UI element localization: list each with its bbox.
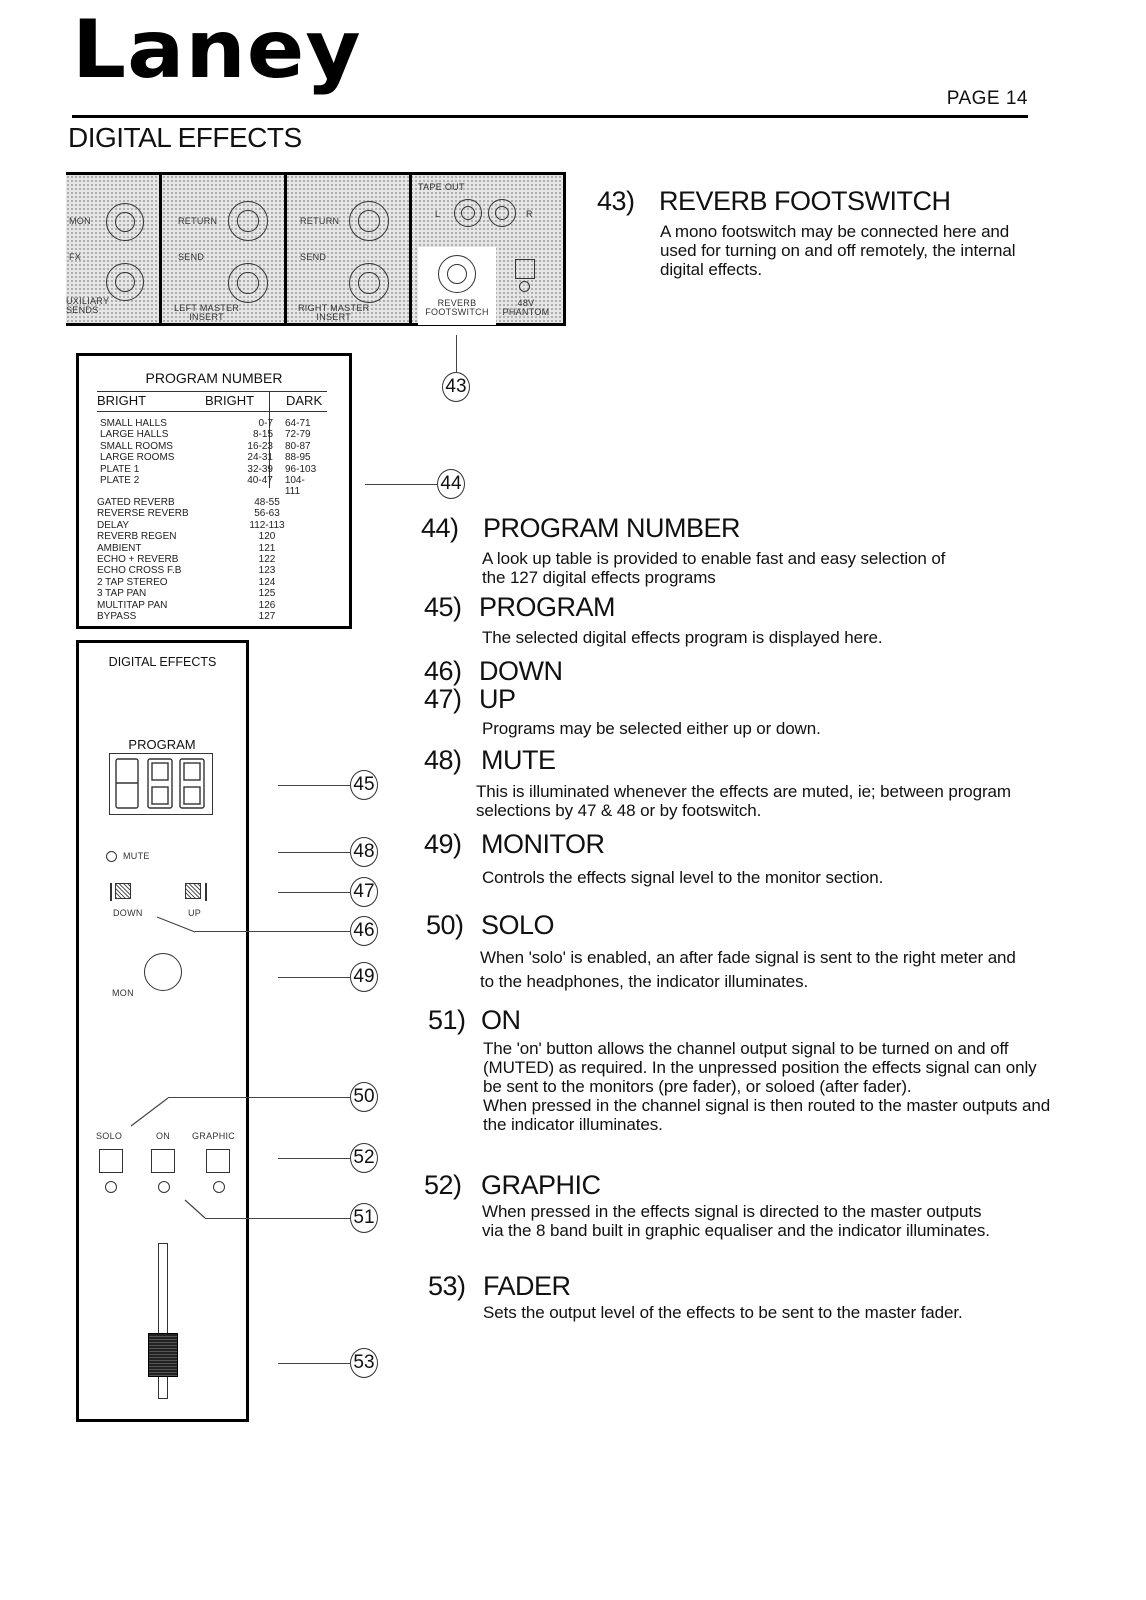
row-bright: 40-47: [247, 475, 273, 487]
table-row: [97, 577, 317, 588]
row-value: 124: [258, 576, 276, 588]
item-title-program: PROGRAM: [479, 592, 616, 622]
label-fx: FX: [69, 252, 82, 262]
col-header-dark: DARK: [286, 393, 323, 408]
item-text-on: The 'on' button allows the channel output signal to be turned on and off (MUTED) as required. In the unpressed position the effects signal can only be sent to the monitors (pre fader), or soloed (after fader). When pressed in the channel signal is then routed to the master outputs and the indicator illuminates.: [483, 1039, 1051, 1134]
right-send-jack[interactable]: [349, 263, 389, 303]
row-value: 125: [258, 588, 276, 600]
on-label: ON: [156, 1131, 171, 1141]
item-number-49: 49): [424, 829, 462, 859]
solo-button[interactable]: [99, 1149, 123, 1173]
rear-panel-diagram: [66, 172, 566, 326]
callout-53: 53: [350, 1348, 378, 1378]
fx-send-jack[interactable]: [106, 263, 144, 301]
table-row: [100, 452, 320, 463]
row-name: BYPASS: [97, 611, 137, 623]
table-row: [97, 508, 317, 519]
panel-divider: [409, 175, 412, 323]
table-row: [97, 588, 317, 599]
mon-label: MON: [112, 988, 134, 998]
brand-logo: Laney: [72, 3, 362, 96]
graphic-led: [213, 1181, 225, 1193]
item-number-43: 43): [597, 186, 635, 216]
label-right-master-insert: RIGHT MASTER INSERT: [298, 303, 370, 323]
label-send-left: SEND: [178, 252, 205, 262]
row-dark: 80-87: [285, 440, 311, 452]
seven-segment-digits: [110, 754, 211, 813]
leader-52: [278, 1158, 350, 1159]
item-title-mute: MUTE: [481, 745, 556, 775]
program-display: [109, 753, 213, 815]
row-name: 2 TAP STEREO: [97, 576, 168, 588]
row-name: PLATE 1: [100, 463, 140, 475]
label-send-right: SEND: [300, 252, 327, 262]
on-button[interactable]: [151, 1149, 175, 1173]
row-name: MULTITAP PAN: [97, 599, 168, 611]
mon-send-jack[interactable]: [106, 203, 144, 241]
label-48v-phantom: 48V PHANTOM: [502, 298, 550, 318]
left-send-jack[interactable]: [228, 263, 268, 303]
tape-out-left-jack[interactable]: [454, 199, 482, 227]
row-value: 126: [258, 599, 276, 611]
item-text-fader: Sets the output level of the effects to be sent to the master fader.: [483, 1303, 963, 1322]
panel-divider: [284, 175, 287, 323]
row-bright: 16-23: [247, 440, 273, 452]
callout-47: 47: [350, 877, 378, 907]
row-dark: 72-79: [285, 429, 311, 441]
up-arrow-icon: [205, 883, 207, 901]
solo-label: SOLO: [96, 1131, 123, 1141]
row-name: SMALL HALLS: [100, 418, 167, 429]
callout-43: 43: [442, 372, 470, 402]
label-left-master-insert: LEFT MASTER INSERT: [174, 303, 240, 323]
down-button[interactable]: [115, 883, 131, 899]
digital-effects-panel: [76, 640, 249, 1422]
row-value: 48-55: [254, 497, 280, 508]
row-value: 120: [258, 531, 276, 543]
on-led: [158, 1181, 170, 1193]
table-rule: [97, 411, 327, 412]
item-number-45: 45): [424, 592, 462, 622]
down-arrow-icon: [110, 883, 112, 901]
leader-51-diagonal: [183, 1198, 209, 1220]
item-title-on: ON: [481, 1005, 521, 1035]
item-title-down: DOWN: [479, 656, 563, 686]
table-row: [100, 475, 320, 498]
row-bright: 0-7: [258, 418, 273, 429]
item-text-program-number: A look up table is provided to enable fast and easy selection of the 127 digital effects programs: [482, 549, 946, 587]
row-bright: 8-15: [252, 429, 273, 441]
program-number-table: [76, 353, 352, 629]
item-text-reverb-footswitch: A mono footswitch may be connected here and used for turning on and off remotely, the internal digital effects.: [660, 222, 1016, 279]
leader-45: [278, 785, 350, 786]
table-row: [97, 600, 317, 611]
phantom-led: [519, 281, 530, 292]
item-number-52: 52): [424, 1170, 462, 1200]
leader-50: [168, 1097, 350, 1098]
mute-label: MUTE: [123, 851, 150, 861]
row-name: GATED REVERB: [97, 497, 175, 508]
row-name: AMBIENT: [97, 542, 142, 554]
callout-45: 45: [350, 770, 378, 800]
leader-46-diagonal: [155, 915, 200, 935]
callout-46: 46: [350, 916, 378, 946]
row-value: 122: [258, 554, 276, 566]
col-header-bright-2: BRIGHT: [205, 393, 255, 408]
row-value: 123: [258, 565, 276, 577]
table-row: [100, 464, 320, 475]
right-return-jack[interactable]: [349, 201, 389, 241]
de-panel-title: DIGITAL EFFECTS: [108, 655, 217, 669]
callout-44: 44: [437, 469, 465, 499]
leader-48: [278, 852, 350, 853]
callout-51: 51: [350, 1203, 378, 1233]
item-text-graphic: When pressed in the effects signal is directed to the master outputs via the 8 band built in graphic equaliser and the indicator illuminates.: [482, 1202, 990, 1240]
row-bright: 32-39: [247, 463, 273, 475]
item-text-solo: When 'solo' is enabled, an after fade signal is sent to the right meter and to the headphones, the indicator illuminates.: [480, 948, 1016, 991]
table-row: [97, 611, 317, 622]
program-rows-group-2: [97, 497, 317, 622]
callout-52: 52: [350, 1143, 378, 1173]
up-button[interactable]: [185, 883, 201, 899]
table-row: [97, 520, 317, 531]
item-title-solo: SOLO: [481, 910, 555, 940]
table-row: [97, 531, 317, 542]
fader-knob[interactable]: [148, 1333, 178, 1377]
row-name: REVERB REGEN: [97, 531, 177, 543]
leader-51: [205, 1218, 350, 1219]
monitor-knob[interactable]: [144, 953, 182, 991]
item-number-46: 46): [424, 656, 462, 686]
program-table-title: PROGRAM NUMBER: [145, 370, 283, 386]
reverb-footswitch-jack[interactable]: [438, 255, 476, 293]
table-row: [100, 418, 320, 429]
row-value: 112-113: [249, 519, 285, 531]
table-row: [100, 441, 320, 452]
leader-53: [278, 1363, 350, 1364]
down-label: DOWN: [113, 908, 143, 918]
row-name: REVERSE REVERB: [97, 508, 189, 520]
label-return-right: RETURN: [300, 216, 340, 226]
table-row: [97, 565, 317, 576]
row-dark: 96-103: [285, 463, 317, 475]
item-text-monitor: Controls the effects signal level to the monitor section.: [482, 868, 884, 887]
row-dark: 88-95: [285, 452, 311, 464]
item-number-48: 48): [424, 745, 462, 775]
mute-led: [106, 851, 117, 862]
row-bright: 24-31: [247, 452, 273, 464]
label-tape-r: R: [526, 209, 533, 219]
label-tape-out: TAPE OUT: [418, 182, 465, 192]
graphic-label: GRAPHIC: [192, 1131, 236, 1141]
item-number-47: 47): [424, 684, 462, 714]
item-title-fader: FADER: [483, 1271, 571, 1301]
label-aux-sends: UXILIARY SENDS: [66, 296, 110, 316]
item-title-program-number: PROGRAM NUMBER: [483, 513, 741, 543]
col-header-bright: BRIGHT: [97, 393, 147, 408]
phantom-switch[interactable]: [515, 259, 535, 279]
item-text-program: The selected digital effects program is displayed here.: [482, 628, 883, 647]
item-title-graphic: GRAPHIC: [481, 1170, 601, 1200]
callout-49: 49: [350, 962, 378, 992]
table-row: [100, 429, 320, 440]
leader-43: [456, 335, 457, 372]
table-row: [97, 497, 317, 508]
leader-44: [365, 484, 437, 485]
row-name: SMALL ROOMS: [100, 440, 173, 452]
row-value: 127: [258, 611, 276, 623]
leader-47: [278, 892, 350, 893]
row-name: LARGE ROOMS: [100, 452, 175, 464]
row-name: DELAY: [97, 519, 130, 531]
item-title-reverb-footswitch: REVERB FOOTSWITCH: [659, 186, 951, 216]
program-label: PROGRAM: [128, 737, 196, 752]
up-label: UP: [188, 908, 202, 918]
graphic-button[interactable]: [206, 1149, 230, 1173]
row-dark: 64-71: [285, 418, 311, 429]
row-dark: 104-111: [284, 475, 305, 498]
table-rule: [97, 391, 327, 392]
leader-46: [195, 931, 350, 932]
item-number-51: 51): [428, 1005, 466, 1035]
label-mon: MON: [69, 216, 91, 226]
label-tape-l: L: [435, 209, 441, 219]
item-number-44: 44): [421, 513, 459, 543]
section-title: DIGITAL EFFECTS: [68, 122, 302, 153]
row-name: LARGE HALLS: [100, 429, 169, 441]
panel-divider: [159, 175, 162, 323]
tape-out-right-jack[interactable]: [488, 199, 516, 227]
callout-50: 50: [350, 1082, 378, 1112]
table-row: [97, 543, 317, 554]
item-text-mute: This is illuminated whenever the effects are muted, ie; between program selections by 47 & 48 or by footswitch.: [476, 782, 1011, 820]
label-return-left: RETURN: [178, 216, 218, 226]
item-title-monitor: MONITOR: [481, 829, 605, 859]
program-rows-group-1: [100, 418, 320, 498]
solo-led: [105, 1181, 117, 1193]
label-reverb-footswitch: REVERB FOOTSWITCH: [425, 298, 489, 318]
row-name: ECHO + REVERB: [97, 554, 179, 566]
page-number: PAGE 14: [946, 88, 1028, 109]
item-number-53: 53): [428, 1271, 466, 1301]
item-title-up: UP: [479, 684, 516, 714]
row-name: PLATE 2: [100, 475, 140, 487]
header-rule: [72, 115, 1028, 118]
table-row: [97, 554, 317, 565]
item-number-50: 50): [426, 910, 464, 940]
item-text-up-down: Programs may be selected either up or down.: [482, 719, 821, 738]
row-name: ECHO CROSS F.B: [97, 565, 182, 577]
callout-48: 48: [350, 837, 378, 867]
row-value: 56-63: [254, 508, 280, 520]
row-value: 121: [258, 542, 276, 554]
row-name: 3 TAP PAN: [97, 588, 147, 600]
left-return-jack[interactable]: [228, 201, 268, 241]
leader-50-diagonal: [128, 1096, 172, 1130]
leader-49: [278, 977, 350, 978]
